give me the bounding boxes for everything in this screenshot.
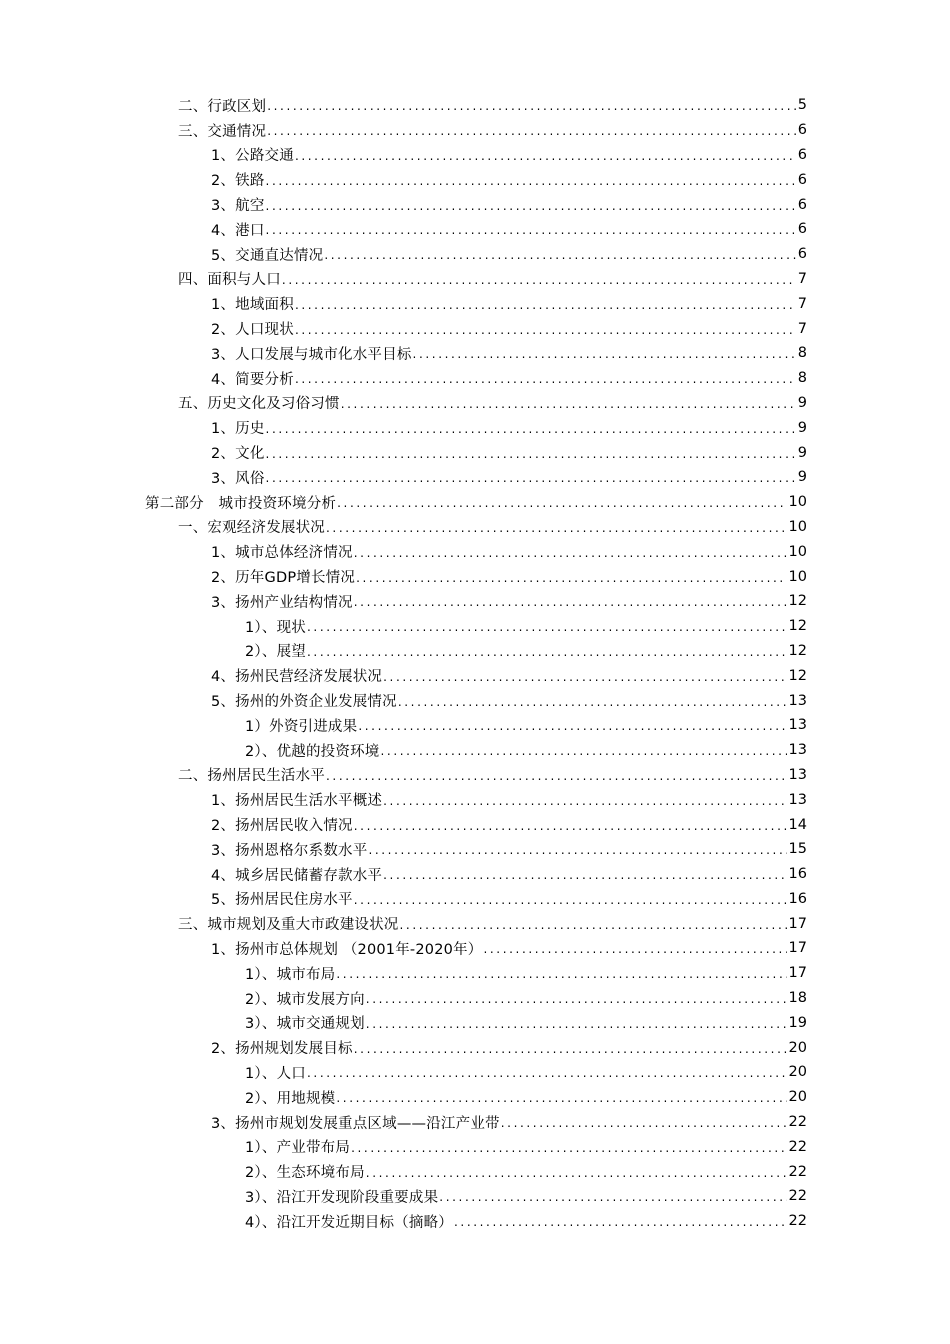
dot-leader — [383, 670, 786, 684]
dot-leader — [413, 347, 796, 361]
toc-entry-title: 二、行政区划 — [178, 98, 267, 115]
toc-page-number: 15 — [788, 841, 807, 858]
toc-entry[interactable] — [0, 291, 807, 316]
toc-entry-title: 4、港口 — [211, 222, 265, 239]
dot-leader — [266, 422, 796, 436]
toc-entry[interactable] — [0, 688, 807, 713]
dot-leader — [398, 695, 787, 709]
toc-entry[interactable] — [0, 663, 807, 688]
toc-entry[interactable] — [0, 167, 807, 192]
dot-leader — [266, 447, 796, 461]
toc-entry-title: 3）、城市交通规划 — [245, 1016, 365, 1033]
toc-entry-title: 3、风俗 — [211, 470, 265, 487]
toc-page-number: 9 — [797, 469, 807, 486]
dot-leader — [324, 248, 795, 262]
toc-entry[interactable] — [0, 515, 807, 540]
toc-page-number: 22 — [788, 1138, 807, 1155]
dot-leader — [354, 546, 787, 560]
toc-entry-title: 1、历史 — [211, 421, 265, 438]
toc-entry[interactable] — [0, 93, 807, 118]
toc-entry-title: 五、历史文化及习俗习惯 — [178, 396, 340, 413]
toc-page-number: 12 — [788, 618, 807, 635]
toc-entry-title: 2）、优越的投资环境 — [245, 743, 380, 760]
toc-page-number: 6 — [797, 246, 807, 263]
dot-leader — [267, 99, 796, 113]
dot-leader — [266, 174, 796, 188]
toc-page-number: 7 — [797, 320, 807, 337]
toc-entry[interactable] — [0, 862, 807, 887]
toc-entry-title: 2、扬州规划发展目标 — [211, 1041, 353, 1058]
dot-leader — [380, 744, 786, 758]
toc-page-number: 6 — [797, 221, 807, 238]
toc-entry[interactable] — [0, 986, 807, 1011]
toc-entry-title: 5、扬州居民住房水平 — [211, 892, 353, 909]
toc-entry[interactable] — [0, 539, 807, 564]
toc-entry-title: 3、航空 — [211, 198, 265, 215]
toc-page-number: 18 — [788, 990, 807, 1007]
toc-entry-title: 1、地域面积 — [211, 297, 294, 314]
dot-leader — [337, 496, 786, 510]
dot-leader — [295, 372, 796, 386]
toc-page-number: 8 — [797, 370, 807, 387]
toc-entry[interactable] — [0, 217, 807, 242]
toc-entry[interactable] — [0, 490, 807, 515]
toc-page-number: 22 — [788, 1163, 807, 1180]
toc-entry[interactable] — [0, 415, 807, 440]
toc-entry[interactable] — [0, 1134, 807, 1159]
dot-leader — [368, 843, 786, 857]
toc-entry[interactable] — [0, 242, 807, 267]
toc-entry[interactable] — [0, 316, 807, 341]
toc-entry-title: 2、扬州居民收入情况 — [211, 818, 353, 834]
dot-leader — [295, 298, 796, 312]
toc-page-number: 20 — [788, 1064, 807, 1081]
toc-entry[interactable] — [0, 1110, 807, 1135]
toc-entry-title: 1）、现状 — [245, 619, 306, 636]
toc-entry-title: 1、公路交通 — [211, 148, 294, 165]
toc-entry[interactable] — [0, 639, 807, 664]
dot-leader — [439, 1190, 786, 1204]
toc-entry-title: 2、铁路 — [211, 173, 265, 190]
dot-leader — [354, 595, 787, 609]
toc-entry-title: 2、文化 — [211, 446, 265, 463]
toc-entry[interactable] — [0, 763, 807, 788]
toc-page-number: 6 — [797, 146, 807, 163]
toc-page-number: 9 — [797, 444, 807, 461]
toc-entry[interactable] — [0, 911, 807, 936]
toc-entry[interactable] — [0, 267, 807, 292]
toc-entry-title: 4、扬州民营经济发展状况 — [211, 669, 383, 686]
toc-page-number: 22 — [788, 1213, 807, 1230]
toc-entry-title: 2）、用地规模 — [245, 1090, 336, 1107]
dot-leader — [366, 992, 787, 1006]
dot-leader — [454, 1215, 787, 1229]
toc-entry-title: 5、扬州的外资企业发展情况 — [211, 694, 397, 711]
toc-page-number: 17 — [788, 940, 807, 957]
dot-leader — [354, 893, 787, 907]
toc-page-number: 16 — [788, 890, 807, 907]
toc-entry[interactable] — [0, 812, 807, 837]
dot-leader — [307, 620, 787, 634]
toc-page-number: 13 — [788, 791, 807, 808]
toc-entry[interactable] — [0, 440, 807, 465]
toc-page-number: 13 — [788, 692, 807, 709]
toc-entry-title: 3、人口发展与城市化水平目标 — [211, 346, 412, 363]
toc-page-number: 12 — [788, 667, 807, 684]
toc-entry-title: 4、城乡居民储蓄存款水平 — [211, 867, 383, 884]
dot-leader — [383, 794, 786, 808]
toc-page-number: 10 — [788, 568, 807, 585]
toc-page-number: 20 — [788, 1039, 807, 1056]
toc-entry-title: 二、扬州居民生活水平 — [178, 768, 325, 785]
toc-page-number: 13 — [788, 717, 807, 734]
toc-entry-title: 1）、城市布局 — [245, 966, 336, 983]
dot-leader — [366, 1166, 787, 1180]
toc-entry[interactable] — [0, 837, 807, 862]
toc-page-number: 17 — [788, 965, 807, 982]
dot-leader — [341, 397, 796, 411]
toc-entry[interactable] — [0, 391, 807, 416]
toc-entry-title: 四、面积与人口 — [178, 272, 281, 289]
toc-page-number: 13 — [788, 766, 807, 783]
toc-entry[interactable] — [0, 564, 807, 589]
toc-entry[interactable] — [0, 143, 807, 168]
toc-page-number: 13 — [788, 742, 807, 759]
toc-page-number: 10 — [788, 543, 807, 560]
dot-leader — [351, 1141, 786, 1155]
toc-entry[interactable] — [0, 192, 807, 217]
dot-leader — [336, 1091, 786, 1105]
toc-page-number: 9 — [797, 419, 807, 436]
dot-leader — [366, 1017, 787, 1031]
toc-entry[interactable] — [0, 738, 807, 763]
toc-entry[interactable] — [0, 961, 807, 986]
dot-leader — [400, 918, 787, 932]
toc-page-number: 14 — [788, 816, 807, 833]
toc-entry[interactable] — [0, 366, 807, 391]
toc-entry-title: 5、交通直达情况 — [211, 247, 324, 264]
toc-entry-title: 3）、沿江开发现阶段重要成果 — [245, 1189, 439, 1206]
dot-leader — [307, 645, 787, 659]
dot-leader — [282, 273, 796, 287]
toc-entry[interactable] — [0, 1010, 807, 1035]
toc-entry-title: 2）、生态环境布局 — [245, 1165, 365, 1182]
table-of-contents — [0, 93, 950, 1234]
toc-entry-title: 4）、沿江开发近期目标（摘略） — [245, 1214, 453, 1231]
toc-entry-title: 1、城市总体经济情况 — [211, 545, 353, 562]
toc-entry[interactable] — [0, 614, 807, 639]
toc-entry-title: 1）外资引进成果 — [245, 718, 358, 735]
toc-page-number: 6 — [797, 171, 807, 188]
dot-leader — [383, 868, 786, 882]
dot-leader — [336, 967, 786, 981]
toc-entry-title: 4、简要分析 — [211, 371, 294, 388]
dot-leader — [356, 571, 786, 585]
toc-entry-title: 2）、展望 — [245, 644, 306, 661]
toc-page-number: 20 — [788, 1089, 807, 1106]
dot-leader — [295, 323, 796, 337]
toc-entry[interactable] — [0, 787, 807, 812]
toc-page-number: 22 — [788, 1188, 807, 1205]
dot-leader — [358, 719, 786, 733]
toc-page-number: 7 — [797, 270, 807, 287]
toc-entry[interactable] — [0, 1060, 807, 1085]
toc-entry-title: 一、宏观经济发展状况 — [178, 520, 325, 537]
dot-leader — [326, 769, 787, 783]
toc-entry[interactable] — [0, 341, 807, 366]
toc-entry[interactable] — [0, 1035, 807, 1060]
toc-entry-title: 3、扬州恩格尔系数水平 — [211, 842, 368, 859]
toc-entry[interactable] — [0, 1209, 807, 1234]
toc-entry-title: 第二部分 城市投资环境分析 — [145, 495, 337, 512]
toc-entry-title: 3、扬州市规划发展重点区域——沿江产业带 — [211, 1115, 500, 1132]
toc-page-number: 12 — [788, 593, 807, 610]
toc-page-number: 10 — [788, 494, 807, 511]
dot-leader — [354, 1042, 787, 1056]
toc-entry[interactable] — [0, 1159, 807, 1184]
toc-entry-title: 2、人口现状 — [211, 322, 294, 339]
toc-entry-title: 1）、产业带布局 — [245, 1140, 351, 1157]
toc-entry[interactable] — [0, 1085, 807, 1110]
toc-page-number: 6 — [797, 122, 807, 139]
toc-entry-title: 3、扬州产业结构情况 — [211, 594, 353, 611]
toc-entry-title: 2、历年GDP增长情况 — [211, 570, 356, 587]
dot-leader — [354, 819, 787, 833]
toc-entry[interactable] — [0, 465, 807, 490]
toc-entry[interactable] — [0, 118, 807, 143]
dot-leader — [267, 124, 796, 138]
toc-entry-title: 三、交通情况 — [178, 123, 267, 140]
toc-page-number: 16 — [788, 866, 807, 883]
toc-entry-title: 1、扬州居民生活水平概述 — [211, 793, 383, 810]
dot-leader — [266, 223, 796, 237]
toc-entry[interactable] — [0, 589, 807, 614]
toc-page-number: 6 — [797, 196, 807, 213]
dot-leader — [307, 1066, 787, 1080]
toc-page-number: 17 — [788, 915, 807, 932]
dot-leader — [501, 1116, 787, 1130]
dot-leader — [326, 521, 787, 535]
toc-entry-title: 1）、人口 — [245, 1065, 306, 1082]
toc-page-number: 9 — [797, 394, 807, 411]
toc-page-number: 5 — [797, 97, 807, 114]
toc-page-number: 19 — [788, 1014, 807, 1031]
toc-entry[interactable] — [0, 1184, 807, 1209]
toc-entry[interactable] — [0, 713, 807, 738]
dot-leader — [483, 942, 786, 956]
toc-entry-title: 2）、城市发展方向 — [245, 991, 365, 1008]
toc-entry[interactable] — [0, 936, 807, 961]
dot-leader — [295, 149, 796, 163]
toc-page-number: 8 — [797, 345, 807, 362]
toc-entry-title: 三、城市规划及重大市政建设状况 — [178, 917, 399, 934]
toc-page-number: 22 — [788, 1114, 807, 1131]
dot-leader — [266, 199, 796, 213]
dot-leader — [266, 471, 796, 485]
toc-entry[interactable] — [0, 887, 807, 912]
toc-page-number: 10 — [788, 518, 807, 535]
toc-entry-title: 1、扬州市总体规划 （2001年-2020年） — [211, 941, 483, 958]
toc-page-number: 12 — [788, 642, 807, 659]
toc-page-number: 7 — [797, 295, 807, 312]
